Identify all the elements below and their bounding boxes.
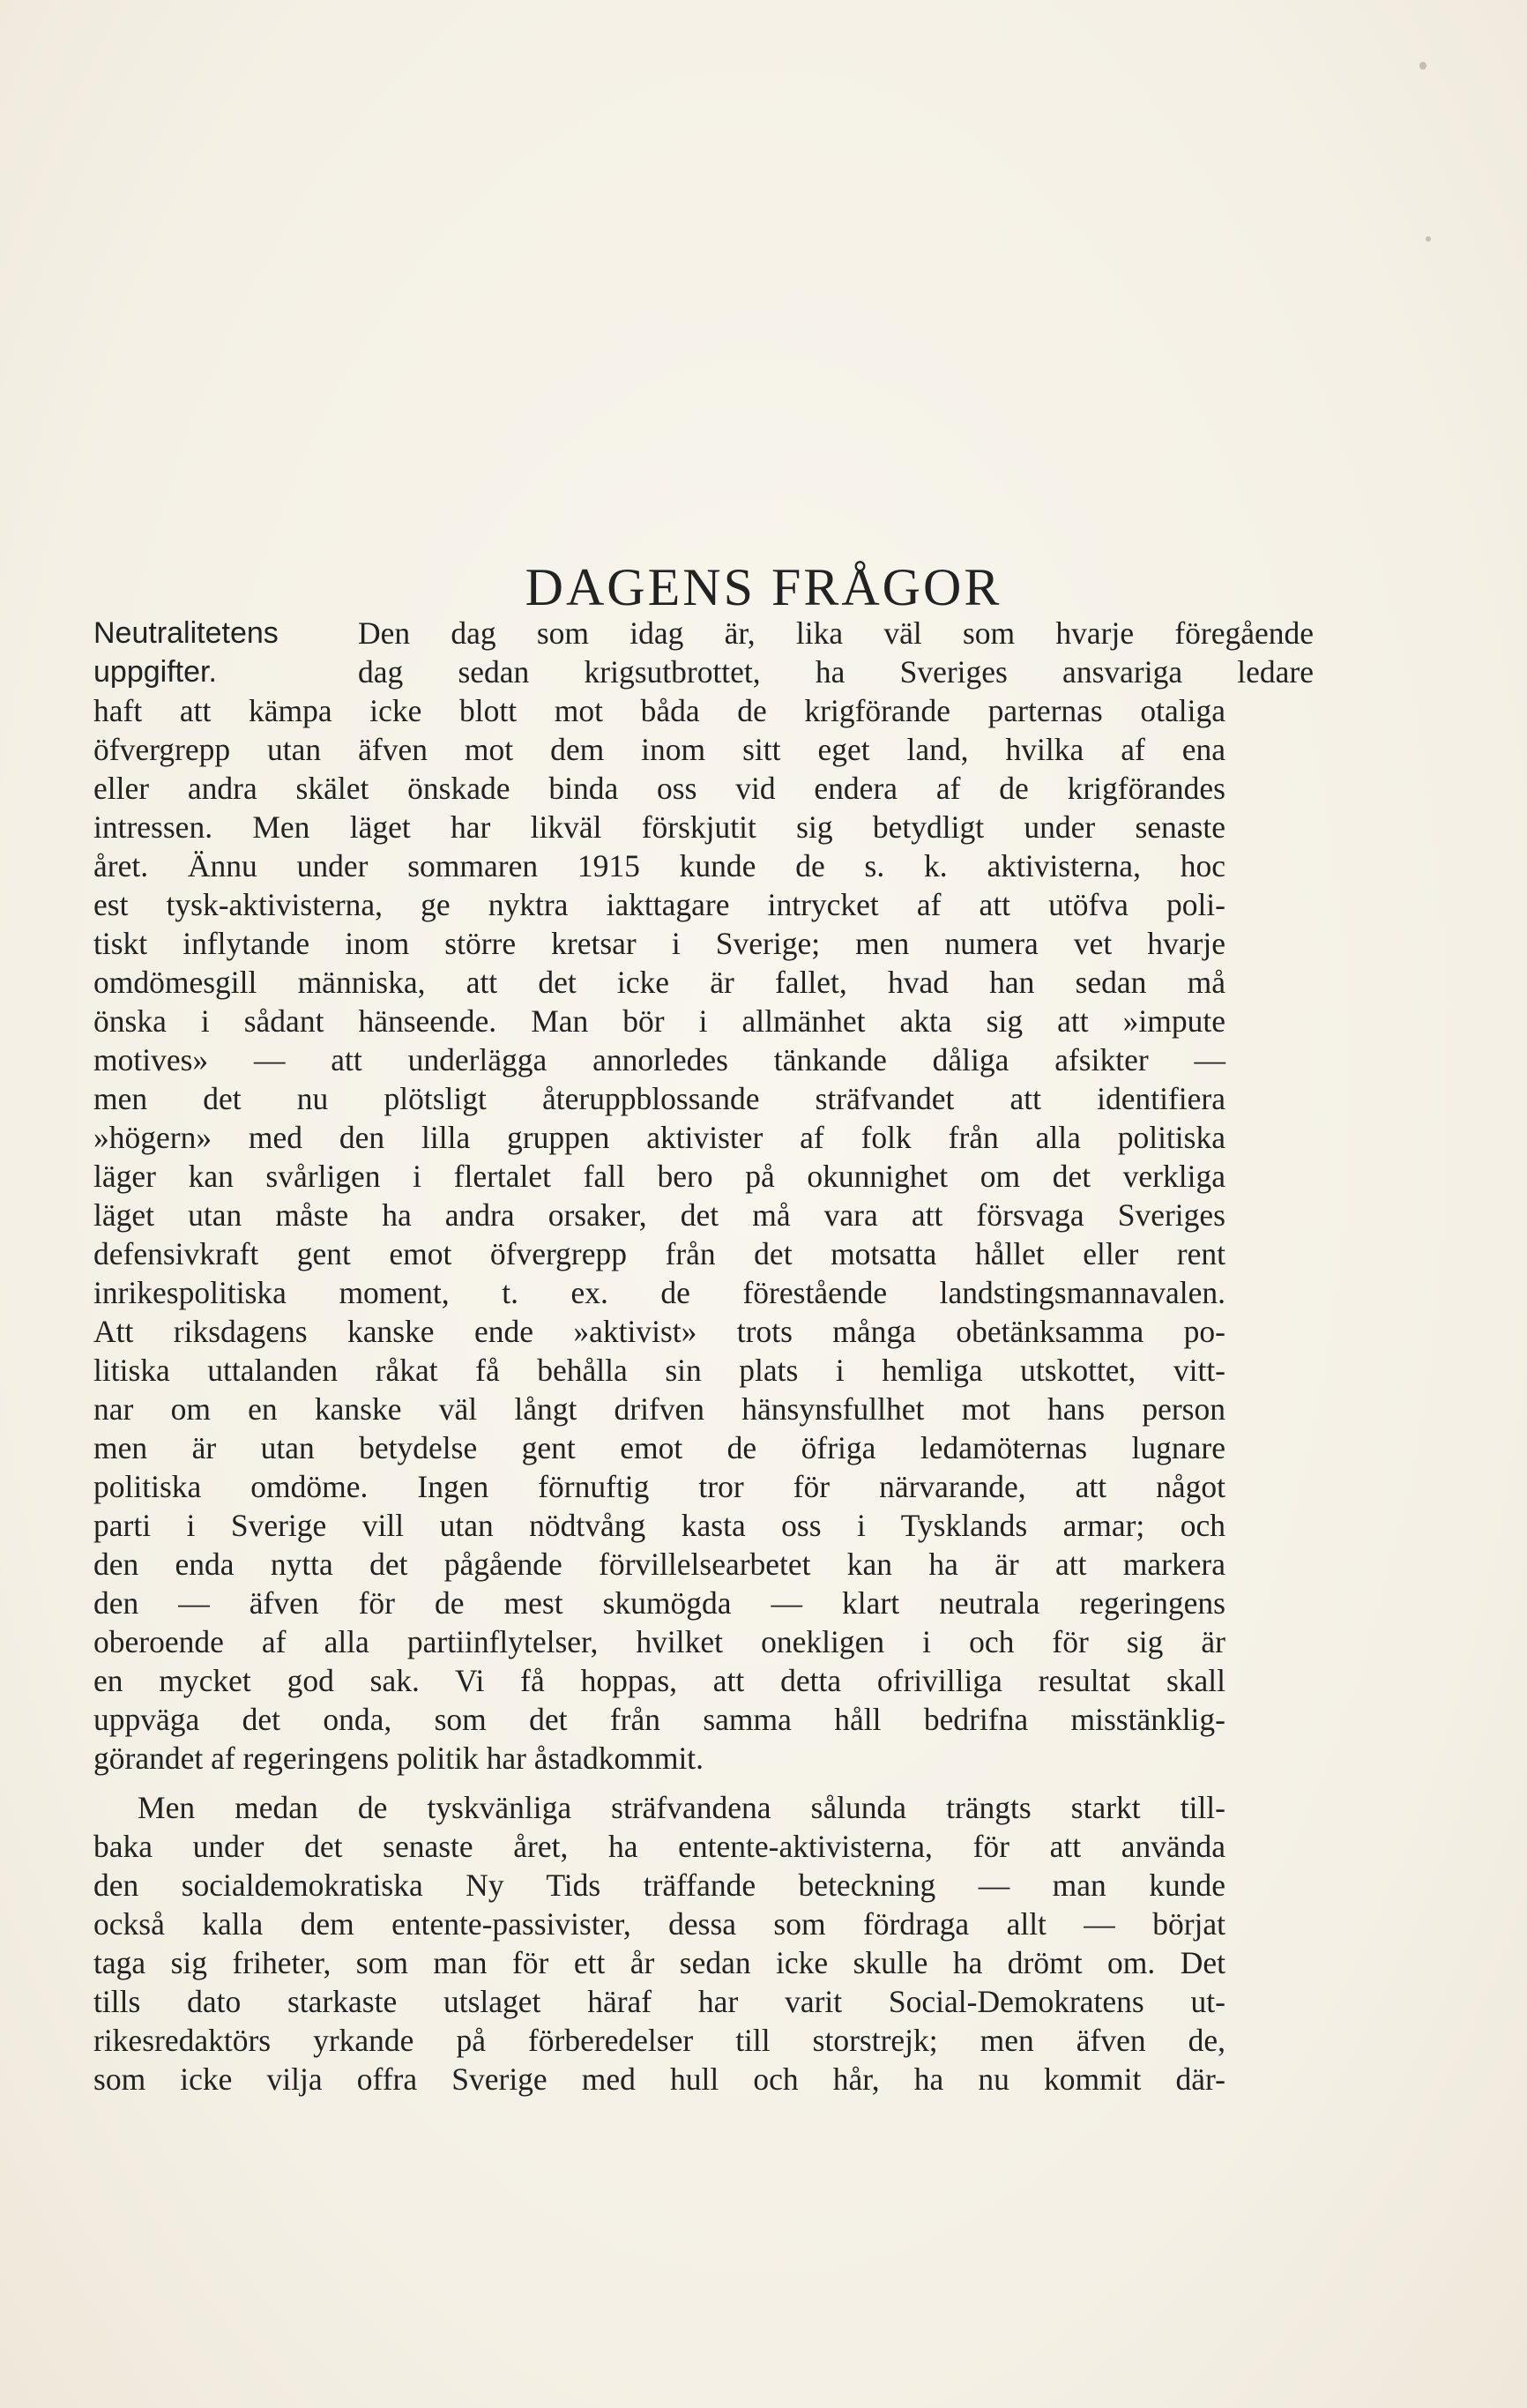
text-line: önska i sådant hänseende. Man bör i allmänhet akta sig att »impute (93, 1003, 1225, 1039)
text-line: omdömesgill människa, att det icke är fallet, hvad han sedan må (93, 965, 1225, 1000)
text-line: en mycket god sak. Vi få hoppas, att detta ofrivilliga resultat skall (93, 1663, 1225, 1698)
text-line: eller andra skälet önskade binda oss vid endera af de krigförandes (93, 771, 1225, 806)
text-line: parti i Sverige vill utan nödtvång kasta oss i Tysklands armar; och (93, 1508, 1225, 1543)
text-line: den enda nytta det pågående förvillelsearbetet kan ha är att markera (93, 1547, 1225, 1582)
text-line: tiskt inflytande inom större kretsar i Sverige; men numera vet hvarje (93, 926, 1225, 961)
ink-speck (1419, 62, 1426, 70)
text-line: uppväga det onda, som det från samma håll bedrifna misstänklig- (93, 1702, 1225, 1737)
text-line: est tysk-aktivisterna, ge nyktra iakttagare intrycket af att utöfva poli- (93, 887, 1225, 922)
page-title: DAGENS FRÅGOR (525, 558, 1002, 617)
text-line: defensivkraft gent emot öfvergrepp från det motsatta hållet eller rent (93, 1236, 1225, 1271)
text-line: den socialdemokratiska Ny Tids träffande beteckning — man kunde (93, 1868, 1225, 1903)
text-line: »högern» med den lilla gruppen aktivister af folk från alla politiska (93, 1120, 1225, 1155)
text-line: inrikespolitiska moment, t. ex. de förestående landstingsmannavalen. (93, 1275, 1225, 1310)
text-line: som icke vilja offra Sverige med hull och hår, ha nu kommit där- (93, 2061, 1225, 2097)
text-line: tills dato starkaste utslaget häraf har varit Social-Demokratens ut- (93, 1984, 1225, 2019)
text-line: oberoende af alla partiinflytelser, hvilket onekligen i och för sig är (93, 1624, 1225, 1659)
text-line: intressen. Men läget har likväl förskjutit sig betydligt under senaste (93, 809, 1225, 845)
text-line: men är utan betydelse gent emot de öfriga ledamöternas lugnare (93, 1430, 1225, 1465)
text-line: rikesredaktörs yrkande på förberedelser till storstrejk; men äfven de, (93, 2023, 1225, 2058)
text-line: också kalla dem entente-passivister, dessa som fördraga allt — börjat (93, 1906, 1225, 1942)
text-line: Att riksdagens kanske ende »aktivist» trots många obetänksamma po- (93, 1314, 1225, 1349)
text-line: görandet af regeringens politik har åstadkommit. (93, 1741, 704, 1776)
text-line: haft att kämpa icke blott mot båda de krigförande parternas otaliga (93, 693, 1225, 728)
text-line: motives» — att underlägga annorledes tänkande dåliga afsikter — (93, 1042, 1225, 1077)
text-line: dag sedan krigsutbrottet, ha Sveriges ansvariga ledare (358, 654, 1314, 690)
text-line: läget utan måste ha andra orsaker, det må vara att försvaga Sveriges (93, 1197, 1225, 1233)
margin-note (93, 614, 358, 691)
text-line: nar om en kanske väl långt drifven hänsynsfullhet mot hans person (93, 1391, 1225, 1427)
text-line: Den dag som idag är, lika väl som hvarje föregående (358, 615, 1314, 651)
text-line: litiska uttalanden råkat få behålla sin plats i hemliga utskottet, vitt- (93, 1353, 1225, 1388)
text-line: men det nu plötsligt återuppblossande sträfvandet att identifiera (93, 1081, 1225, 1116)
margin-note-line: Neutralitetens (93, 616, 279, 650)
text-line: Men medan de tyskvänliga sträfvandena sålunda trängts starkt till- (138, 1790, 1225, 1825)
margin-note-line: uppgifter. (93, 655, 217, 689)
ink-speck (1426, 236, 1431, 242)
text-line: baka under det senaste året, ha entente-aktivisterna, för att använda (93, 1829, 1225, 1864)
text-line: politiska omdöme. Ingen förnuftig tror för närvarande, att något (93, 1469, 1225, 1504)
text-line: året. Ännu under sommaren 1915 kunde de s. k. aktivisterna, hoc (93, 848, 1225, 883)
text-line: öfvergrepp utan äfven mot dem inom sitt eget land, hvilka af ena (93, 732, 1225, 767)
text-line: den — äfven för de mest skumögda — klart neutrala regeringens (93, 1585, 1225, 1621)
text-line: läger kan svårligen i flertalet fall bero på okunnighet om det verkliga (93, 1159, 1225, 1194)
text-line: taga sig friheter, som man för ett år sedan icke skulle ha drömt om. Det (93, 1945, 1225, 1980)
